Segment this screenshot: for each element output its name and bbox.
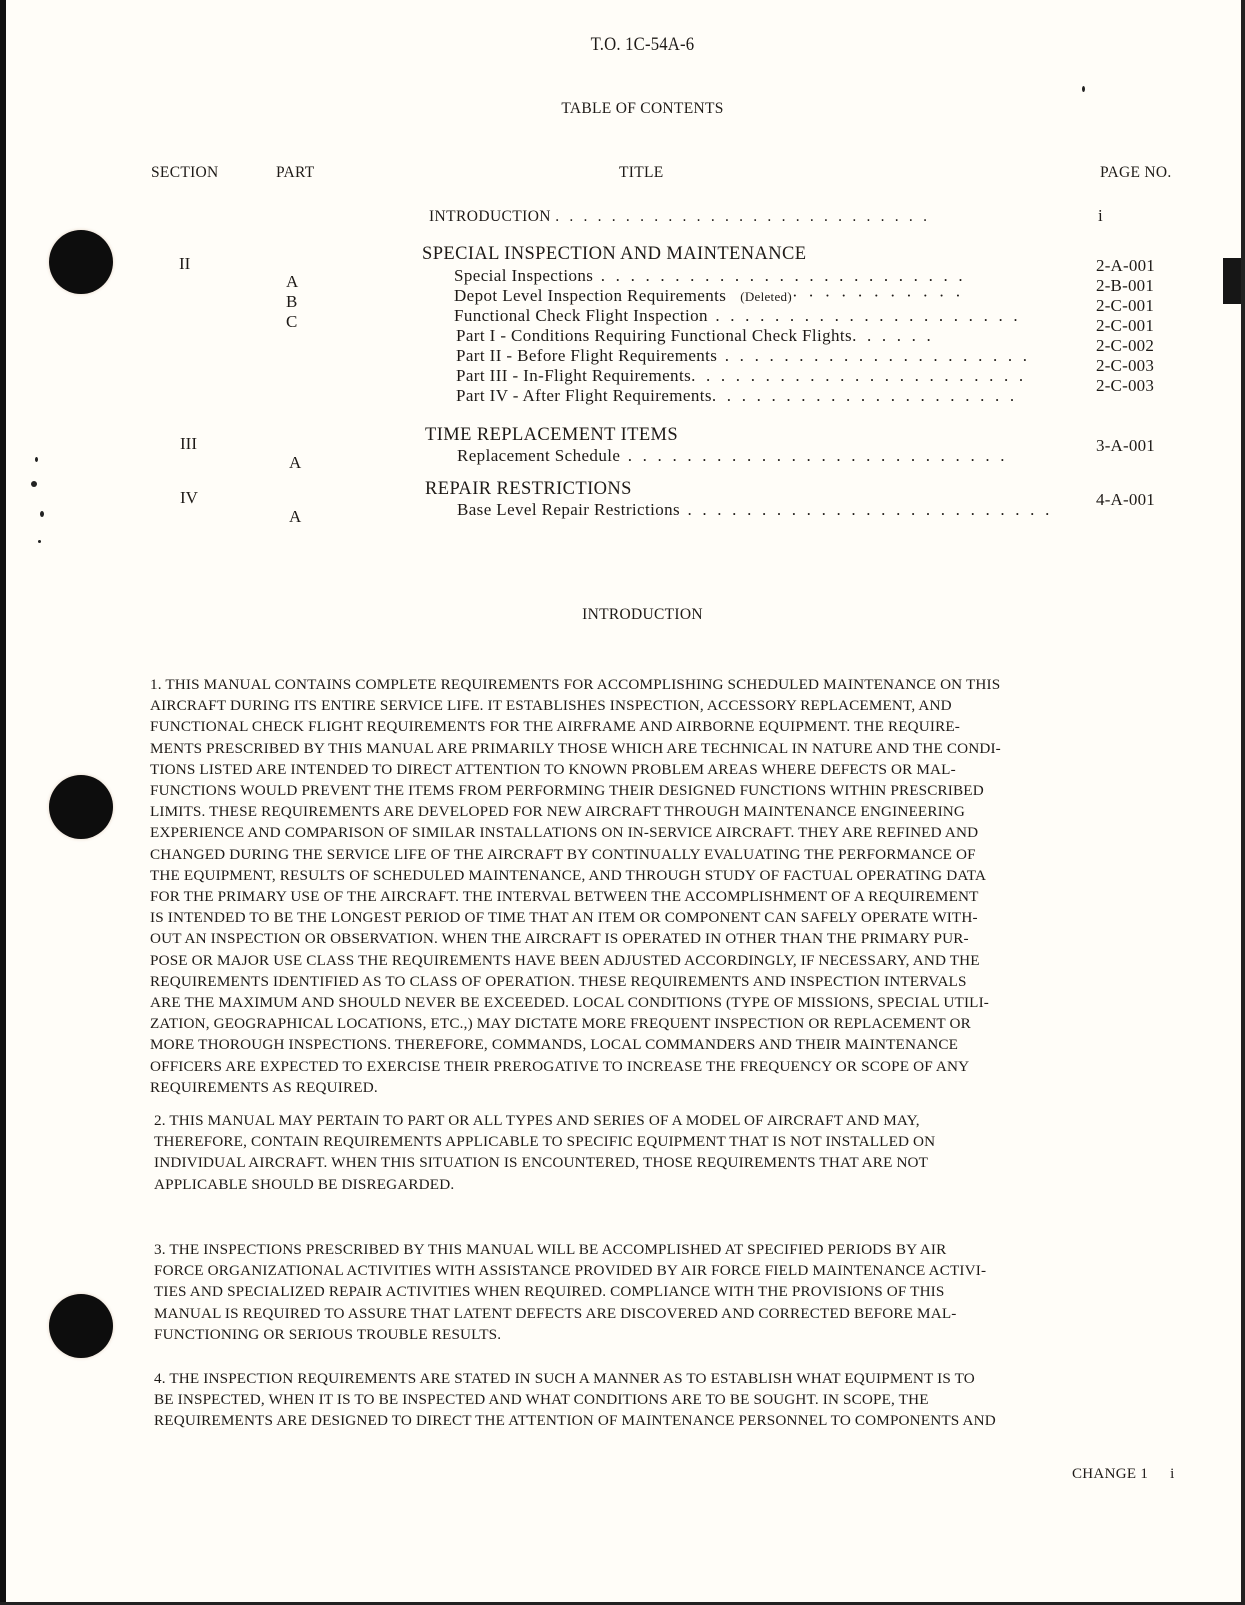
toc-page-number: 2-C-001 (1096, 316, 1155, 335)
paragraph-3 (154, 1239, 986, 1345)
punch-hole-icon (49, 230, 113, 294)
toc-part-letter: B (286, 292, 298, 311)
toc-page-number: 2-C-003 (1096, 356, 1155, 375)
toc-entry-title: INTRODUCTION (429, 208, 551, 225)
toc-leader-dots: . . . . . . . . . . . . . . . . . . . . . (717, 346, 1031, 365)
scan-edge-left (0, 0, 6, 1605)
text-line: AIRCRAFT DURING ITS ENTIRE SERVICE LIFE. IT ESTABLISHES INSPECTION, ACCESSORY REPLACEMENT, AND (150, 697, 952, 715)
toc-entry-title: Part IV - After Flight Requirements (456, 386, 712, 405)
column-header-page-no: PAGE NO. (1100, 164, 1172, 181)
text-line: THEREFORE, CONTAIN REQUIREMENTS APPLICABLE TO SPECIFIC EQUIPMENT THAT IS NOT INSTALLED ON (154, 1133, 936, 1151)
text-line: CHANGED DURING THE SERVICE LIFE OF THE AIRCRAFT BY CONTINUALLY EVALUATING THE PERFORMANCE OF (150, 845, 976, 863)
deleted-note: (Deleted) (740, 289, 792, 304)
change-label: CHANGE 1 (1072, 1466, 1149, 1482)
toc-entry[interactable] (454, 266, 966, 286)
toc-leader-dots: . . . . . . . . . . . . . . . . . . . . . . . (691, 366, 1027, 385)
toc-entry[interactable] (456, 346, 1030, 366)
toc-page-number: 4-A-001 (1096, 490, 1155, 509)
toc-section-title[interactable]: TIME REPLACEMENT ITEMS (425, 425, 679, 445)
text-line: APPLICABLE SHOULD BE DISREGARDED. (154, 1175, 455, 1193)
toc-entry[interactable] (457, 446, 1008, 466)
scan-edge-right (1241, 0, 1245, 1605)
toc-entry-title: Replacement Schedule (457, 446, 621, 465)
toc-section-number: II (179, 254, 191, 273)
text-line: 2. THIS MANUAL MAY PERTAIN TO PART OR ALL TYPES AND SERIES OF A MODEL OF AIRCRAFT AND MAY, (154, 1112, 920, 1129)
text-line: FORCE ORGANIZATIONAL ACTIVITIES WITH ASSISTANCE PROVIDED BY AIR FORCE FIELD MAINTENANCE ACTIVI- (154, 1262, 987, 1280)
text-line: MANUAL IS REQUIRED TO ASSURE THAT LATENT DEFECTS ARE DISCOVERED AND CORRECTED BEFORE MAL- (154, 1304, 957, 1322)
scan-speck (38, 540, 41, 543)
toc-entry[interactable] (456, 366, 1026, 386)
scan-speck (31, 481, 37, 487)
text-line: FUNCTIONAL CHECK FLIGHT REQUIREMENTS FOR THE AIRFRAME AND AIRBORNE EQUIPMENT. THE REQUIRE- (150, 718, 961, 736)
toc-section-title[interactable]: REPAIR RESTRICTIONS (425, 479, 632, 499)
toc-heading: TABLE OF CONTENTS (561, 100, 724, 117)
toc-entry[interactable] (454, 306, 1021, 326)
toc-page-number: 3-A-001 (1096, 436, 1155, 455)
toc-leader-dots: · · · · · · · · · · · (791, 286, 964, 305)
toc-leader-dots: . . . . . . . . . . . . . . . . . . . . . . . . . . (620, 446, 1008, 465)
text-line: FUNCTIONING OR SERIOUS TROUBLE RESULTS. (154, 1325, 502, 1343)
paragraph-2 (154, 1110, 935, 1195)
toc-entry-title: Depot Level Inspection Requirements (454, 286, 727, 305)
text-line: BE INSPECTED, WHEN IT IS TO BE INSPECTED AND WHAT CONDITIONS ARE TO BE SOUGHT. IN SCOPE, THE (154, 1391, 929, 1409)
introduction-heading: INTRODUCTION (582, 606, 703, 623)
toc-entry[interactable] (454, 286, 964, 306)
toc-entry-title: Part I - Conditions Requiring Functional Check Flights (456, 326, 853, 345)
toc-entry-title: Part III - In-Flight Requirements (456, 366, 692, 385)
toc-section-number: IV (180, 488, 198, 507)
column-header-title: TITLE (619, 164, 664, 181)
toc-leader-dots: . . . . . . . . . . . . . . . . . . . . . . . . . . . (555, 208, 931, 225)
toc-part-letter: A (289, 507, 302, 526)
page-number: i (1170, 1466, 1175, 1482)
text-line: MORE THOROUGH INSPECTIONS. THEREFORE, COMMANDS, LOCAL COMMANDERS AND THEIR MAINTENANCE (150, 1036, 959, 1054)
toc-entry[interactable] (456, 386, 1017, 406)
scan-speck (35, 457, 38, 462)
text-line: ZATION, GEOGRAPHICAL LOCATIONS, ETC.,) MAY DICTATE MORE FREQUENT INSPECTION OR REPLACEMENT OR (150, 1015, 971, 1033)
text-line: LIMITS. THESE REQUIREMENTS ARE DEVELOPED FOR NEW AIRCRAFT THROUGH MAINTENANCE ENGINEERING (150, 803, 966, 821)
toc-leader-dots: . . . . . . . . . . . . . . . . . . . . . . . . . (593, 266, 966, 285)
text-line: REQUIREMENTS IDENTIFIED AS TO CLASS OF OPERATION. THESE REQUIREMENTS AND INSPECTION INTERVALS (150, 972, 967, 990)
toc-entry-title: Functional Check Flight Inspection (454, 306, 708, 325)
toc-page-number: 2-B-001 (1096, 276, 1155, 295)
toc-leader-dots: . . . . . . . . . . . . . . . . . . . . . . . . . (680, 500, 1053, 519)
technical-order-number: T.O. 1C-54A-6 (590, 34, 695, 55)
toc-entry[interactable] (457, 500, 1053, 520)
toc-part-letter: A (286, 272, 299, 291)
column-header-part: PART (276, 164, 315, 181)
toc-section-number: III (180, 434, 197, 453)
scan-speck (1082, 86, 1085, 92)
toc-entry-introduction[interactable] (429, 208, 930, 226)
toc-entry-title: Part II - Before Flight Requirements (456, 346, 718, 365)
text-line: POSE OR MAJOR USE CLASS THE REQUIREMENTS HAVE BEEN ADJUSTED ACCORDINGLY, IF NECESSARY, AND THE (150, 951, 980, 969)
text-line: EXPERIENCE AND COMPARISON OF SIMILAR INSTALLATIONS ON IN-SERVICE AIRCRAFT. THEY ARE REFINED AND (150, 824, 979, 842)
toc-leader-dots: . . . . . . (852, 326, 935, 345)
margin-tab-mark (1223, 258, 1241, 304)
toc-page-number: 2-C-003 (1096, 376, 1155, 395)
text-line: ARE THE MAXIMUM AND SHOULD NEVER BE EXCEEDED. LOCAL CONDITIONS (TYPE OF MISSIONS, SPECIAL UTILI- (150, 994, 990, 1012)
text-line: TIES AND SPECIALIZED REPAIR ACTIVITIES WHEN REQUIRED. COMPLIANCE WITH THE PROVISIONS OF THIS (154, 1283, 945, 1301)
paragraph-4 (154, 1368, 996, 1432)
text-line: INDIVIDUAL AIRCRAFT. WHEN THIS SITUATION IS ENCOUNTERED, THOSE REQUIREMENTS THAT ARE NOT (154, 1154, 929, 1172)
page-footer (1072, 1466, 1175, 1483)
toc-part-letter: A (289, 453, 302, 472)
toc-entry-title: Base Level Repair Restrictions (457, 500, 681, 519)
text-line: 4. THE INSPECTION REQUIREMENTS ARE STATED IN SUCH A MANNER AS TO ESTABLISH WHAT EQUIPMENT IS TO (154, 1370, 975, 1387)
scan-speck (40, 511, 44, 517)
paragraph-1 (150, 674, 1001, 1098)
text-line: TIONS LISTED ARE INTENDED TO DIRECT ATTENTION TO KNOWN PROBLEM AREAS WHERE DEFECTS OR MAL- (150, 760, 956, 778)
text-line: REQUIREMENTS ARE DESIGNED TO DIRECT THE ATTENTION OF MAINTENANCE PERSONNEL TO COMPONENTS AND (154, 1412, 996, 1430)
toc-section-title[interactable]: SPECIAL INSPECTION AND MAINTENANCE (422, 244, 807, 264)
text-line: IS INTENDED TO BE THE LONGEST PERIOD OF TIME THAT AN ITEM OR COMPONENT CAN SAFELY OPERATE WITH- (150, 909, 978, 927)
toc-leader-dots: . . . . . . . . . . . . . . . . . . . . . (707, 306, 1021, 325)
toc-part-letter: C (286, 312, 298, 331)
text-line: MENTS PRESCRIBED BY THIS MANUAL ARE PRIMARILY THOSE WHICH ARE TECHNICAL IN NATURE AND THE CONDI- (150, 739, 1001, 757)
toc-entry-title: Special Inspections (454, 266, 594, 285)
toc-entry[interactable] (456, 326, 934, 346)
text-line: THE EQUIPMENT, RESULTS OF SCHEDULED MAINTENANCE, AND THROUGH STUDY OF FACTUAL OPERATING DATA (150, 866, 987, 884)
toc-page-number: i (1098, 206, 1103, 225)
toc-leader-dots: . . . . . . . . . . . . . . . . . . . . . (711, 386, 1018, 405)
text-line: OFFICERS ARE EXPECTED TO EXERCISE THEIR PREROGATIVE TO INCREASE THE FREQUENCY OR SCOPE OF ANY (150, 1057, 970, 1075)
toc-page-number: 2-A-001 (1096, 256, 1155, 275)
text-line: FOR THE PRIMARY USE OF THE AIRCRAFT. THE INTERVAL BETWEEN THE ACCOMPLISHMENT OF A REQUIREMENT (150, 888, 979, 906)
text-line: 1. THIS MANUAL CONTAINS COMPLETE REQUIREMENTS FOR ACCOMPLISHING SCHEDULED MAINTENANCE ON THIS (150, 676, 1001, 693)
toc-page-number: 2-C-001 (1096, 296, 1155, 315)
toc-page-number: 2-C-002 (1096, 336, 1155, 355)
text-line: 3. THE INSPECTIONS PRESCRIBED BY THIS MANUAL WILL BE ACCOMPLISHED AT SPECIFIED PERIODS BY AIR (154, 1241, 947, 1258)
text-line: FUNCTIONS WOULD PREVENT THE ITEMS FROM PERFORMING THEIR DESIGNED FUNCTIONS WITHIN PRESCRIBED (150, 782, 984, 800)
column-header-section: SECTION (151, 164, 219, 181)
text-line: OUT AN INSPECTION OR OBSERVATION. WHEN THE AIRCRAFT IS OPERATED IN OTHER THAN THE PRIMARY PUR- (150, 930, 969, 948)
text-line: REQUIREMENTS AS REQUIRED. (150, 1078, 378, 1096)
punch-hole-icon (49, 775, 113, 839)
punch-hole-icon (49, 1294, 113, 1358)
